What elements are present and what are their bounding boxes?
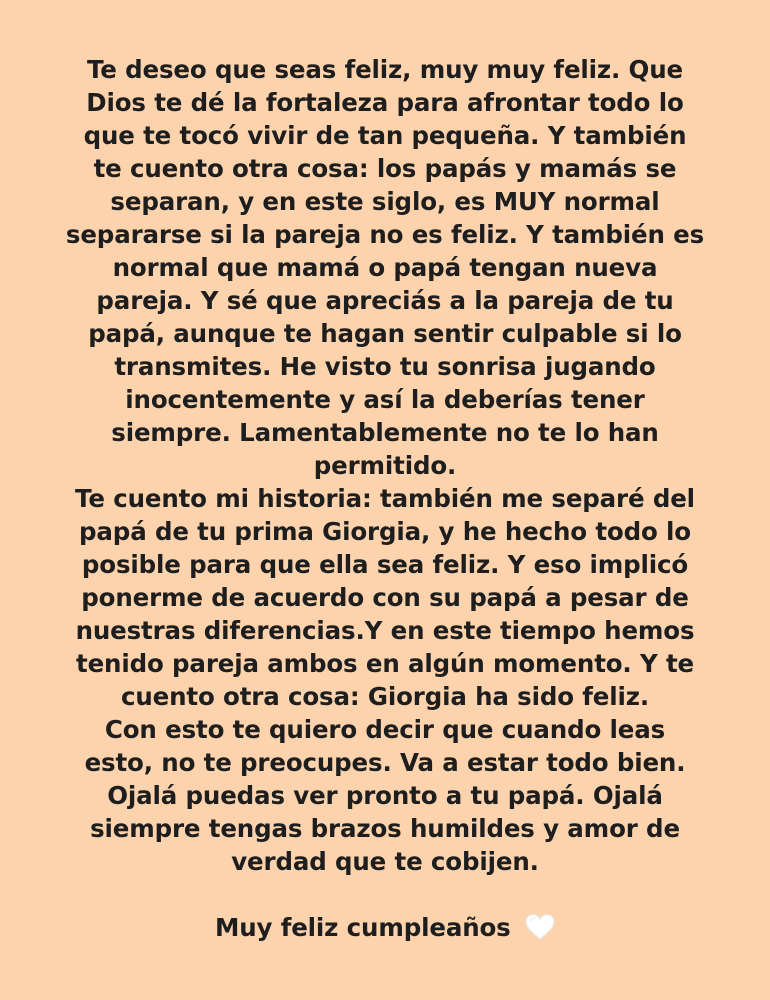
- story-line: posible para que ella sea feliz. Y eso implicó: [81, 550, 689, 579]
- story-line: Te cuento mi historia: también me separé del: [75, 484, 695, 513]
- story-text: [0, 53, 770, 944]
- story-line: Ojalá puedas ver pronto a tu papá. Ojalá: [107, 781, 663, 810]
- story-line: separan, y en este siglo, es MUY normal: [110, 187, 660, 216]
- closing-text: Muy feliz cumpleaños: [214, 913, 511, 942]
- story-line: papá, aunque te hagan sentir culpable si lo: [88, 319, 682, 348]
- story-line: verdad que te cobijen.: [231, 847, 539, 876]
- story-line: te cuento otra cosa: los papás y mamás se: [93, 154, 677, 183]
- story-line: transmites. He visto tu sonrisa jugando: [114, 352, 656, 381]
- story-line: Te deseo que seas feliz, muy muy feliz. Que: [86, 55, 683, 84]
- story-line: Dios te dé la fortaleza para afrontar todo lo: [86, 88, 684, 117]
- story-line: permitido.: [313, 451, 457, 480]
- story-line: papá de tu prima Giorgia, y he hecho todo lo: [79, 517, 691, 546]
- story-line: cuento otra cosa: Giorgia ha sido feliz.: [120, 682, 650, 711]
- paragraph-spacer: [0, 878, 770, 911]
- story-line: siempre. Lamentablemente no te lo han: [111, 418, 659, 447]
- story-line: siempre tengas brazos humildes y amor de: [90, 814, 680, 843]
- story-line: Con esto te quiero decir que cuando leas: [104, 715, 666, 744]
- story-line: que te tocó vivir de tan pequeña. Y también: [83, 121, 687, 150]
- story-line: inocentemente y así la deberías tener: [125, 385, 645, 414]
- story-line: normal que mamá o papá tengan nueva: [112, 253, 658, 282]
- story-line: nuestras diferencias.Y en este tiempo hemos: [75, 616, 695, 645]
- closing-line: [0, 911, 770, 944]
- story-line: esto, no te preocupes. Va a estar todo bien.: [84, 748, 686, 777]
- story-line: separarse si la pareja no es feliz. Y también es: [65, 220, 705, 249]
- story-line: tenido pareja ambos en algún momento. Y te: [76, 649, 694, 678]
- story-line: pareja. Y sé que apreciás a la pareja de tu: [96, 286, 674, 315]
- story-line: ponerme de acuerdo con su papá a pesar de: [81, 583, 689, 612]
- white-heart-icon: [525, 913, 555, 941]
